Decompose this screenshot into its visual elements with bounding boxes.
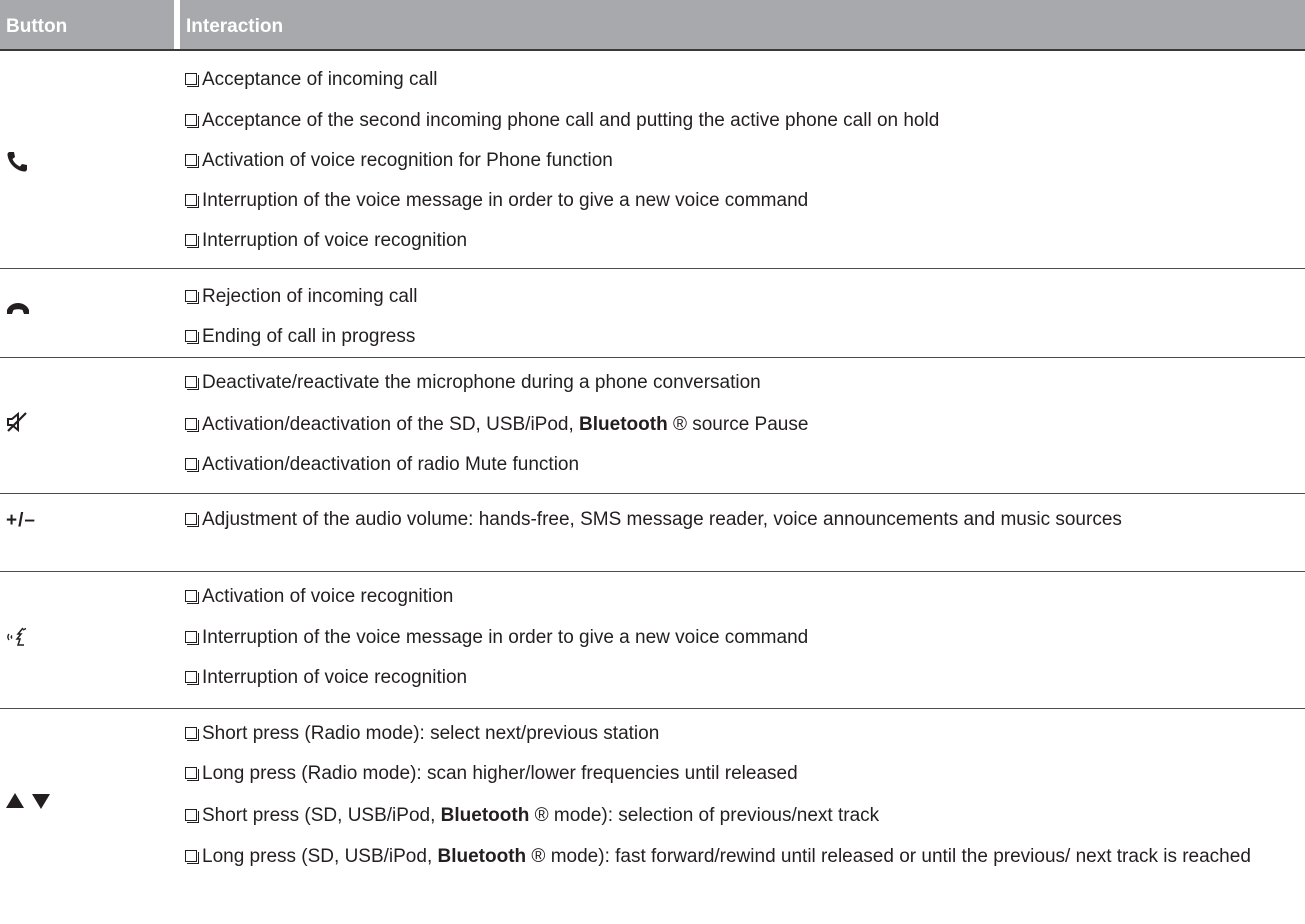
list-item: Acceptance of incoming call — [185, 68, 1285, 92]
phone-hangup-icon — [6, 302, 30, 316]
checkbox-bullet-icon — [185, 590, 197, 602]
list-item: Activation/deactivation of radio Mute function — [185, 453, 1285, 477]
table-row — [0, 572, 1305, 708]
list-item: Short press (SD, USB/iPod, Bluetooth ® mode): selection of previous/next track — [185, 804, 1285, 828]
checkbox-bullet-icon — [185, 330, 197, 342]
button-cell — [0, 269, 175, 357]
checkbox-bullet-icon — [185, 234, 197, 246]
table-header — [0, 0, 1305, 51]
table-row — [0, 55, 1305, 268]
checkbox-bullet-icon — [185, 73, 197, 85]
list-item: Ending of call in progress — [185, 325, 1285, 349]
list-item: Interruption of voice recognition — [185, 229, 1285, 253]
list-item: Interruption of the voice message in order to give a new voice command — [185, 626, 1285, 650]
checkbox-bullet-icon — [185, 114, 197, 126]
button-cell — [0, 709, 175, 924]
table-row — [0, 269, 1305, 357]
checkbox-bullet-icon — [185, 767, 197, 779]
checkbox-bullet-icon — [185, 727, 197, 739]
checkbox-bullet-icon — [185, 631, 197, 643]
list-item: Acceptance of the second incoming phone call and putting the active phone call on hold — [185, 109, 1285, 133]
list-item: Activation of voice recognition for Phone function — [185, 149, 1285, 173]
header-button: Button — [6, 16, 68, 37]
checkbox-bullet-icon — [185, 809, 197, 821]
volume-button-label: +/– — [6, 510, 36, 531]
list-item: Interruption of the voice message in order to give a new voice command — [185, 189, 1285, 213]
list-item: Adjustment of the audio volume: hands-free, SMS message reader, voice announcements and music sources — [185, 508, 1285, 532]
voice-recognition-icon — [6, 626, 30, 648]
checkbox-bullet-icon — [185, 671, 197, 683]
button-cell — [0, 494, 175, 571]
list-item: Short press (Radio mode): select next/previous station — [185, 722, 1285, 746]
button-cell — [0, 358, 175, 493]
checkbox-bullet-icon — [185, 513, 197, 525]
list-item: Deactivate/reactivate the microphone during a phone conversation — [185, 371, 1285, 395]
table-row — [0, 709, 1305, 924]
table-row — [0, 358, 1305, 493]
up-down-arrows-icon — [6, 792, 54, 810]
list-item: Activation/deactivation of the SD, USB/iPod, Bluetooth ® source Pause — [185, 413, 1285, 437]
mute-icon — [6, 411, 28, 433]
table-row — [0, 494, 1305, 571]
list-item: Interruption of voice recognition — [185, 666, 1285, 690]
checkbox-bullet-icon — [185, 850, 197, 862]
list-item: Long press (SD, USB/iPod, Bluetooth ® mode): fast forward/rewind until released or until the previous/ next track is reached — [185, 845, 1285, 869]
header-interaction: Interaction — [186, 16, 284, 37]
list-item: Rejection of incoming call — [185, 285, 1285, 309]
checkbox-bullet-icon — [185, 418, 197, 430]
phone-accept-icon — [6, 151, 28, 173]
header-separator — [174, 0, 180, 49]
list-item: Activation of voice recognition — [185, 585, 1285, 609]
checkbox-bullet-icon — [185, 376, 197, 388]
button-cell — [0, 572, 175, 708]
checkbox-bullet-icon — [185, 290, 197, 302]
list-item: Long press (Radio mode): scan higher/lower frequencies until released — [185, 762, 1285, 786]
checkbox-bullet-icon — [185, 194, 197, 206]
button-cell — [0, 55, 175, 268]
checkbox-bullet-icon — [185, 458, 197, 470]
volume-button — [6, 510, 36, 532]
checkbox-bullet-icon — [185, 154, 197, 166]
